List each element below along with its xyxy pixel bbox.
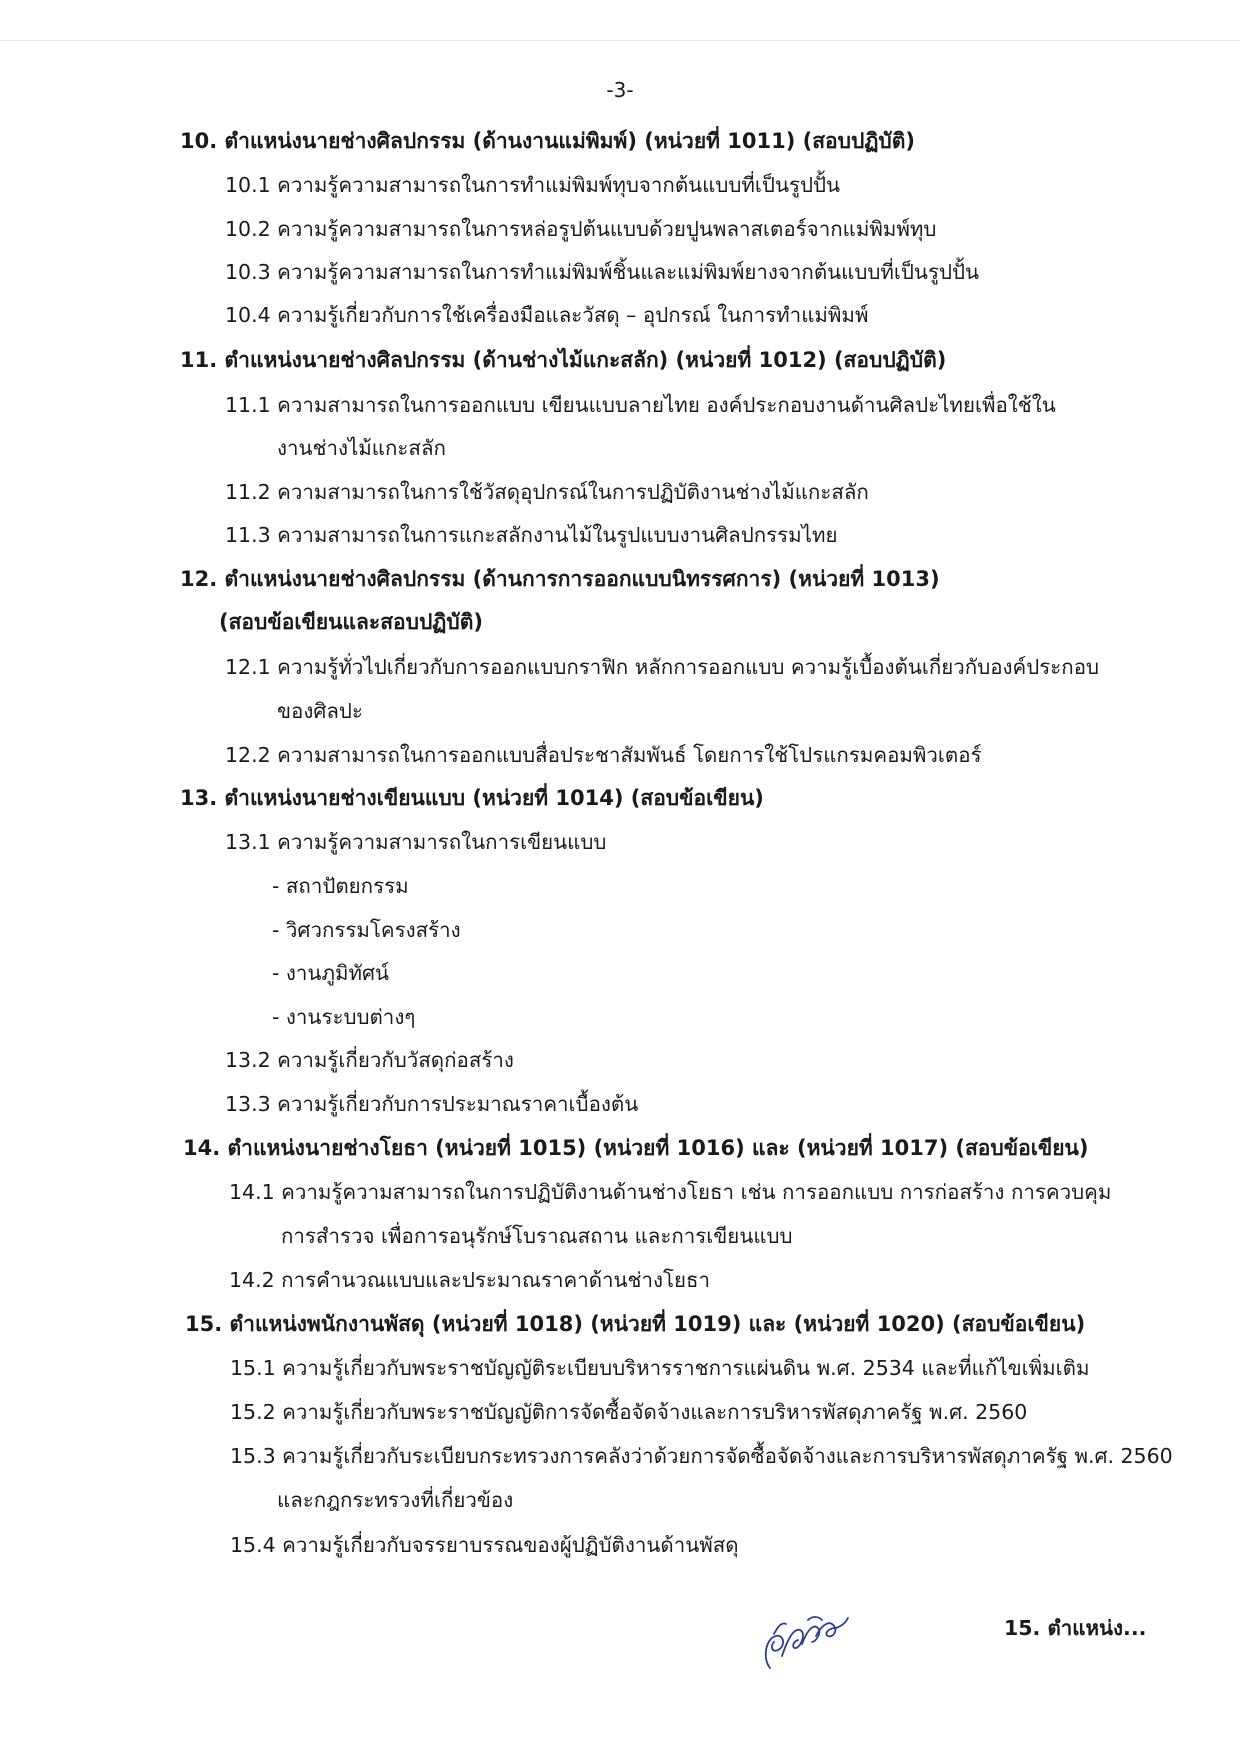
item-13-1: 13.1 ความรู้ความสามารถในการเขียนแบบ (225, 830, 607, 854)
item-10-2: 10.2 ความรู้ความสามารถในการหล่อรูปต้นแบบด้วยปูนพลาสเตอร์จากแม่พิมพ์ทุบ (225, 217, 937, 241)
item-10-3: 10.3 ความรู้ความสามารถในการทำแม่พิมพ์ชิ้นและแม่พิมพ์ยางจากต้นแบบที่เป็นรูปปั้น (225, 260, 979, 284)
item-14-2: 14.2 การคำนวณแบบและประมาณราคาด้านช่างโยธา (229, 1268, 711, 1292)
item-15-1: 15.1 ความรู้เกี่ยวกับพระราชบัญญัติระเบียบบริหารราชการแผ่นดิน พ.ศ. 2534 และที่แก้ไขเพิ่มเติม (230, 1356, 1090, 1380)
item-13-2: 13.2 ความรู้เกี่ยวกับวัสดุก่อสร้าง (225, 1048, 514, 1072)
item-13-3: 13.3 ความรู้เกี่ยวกับการประมาณราคาเบื้องต้น (225, 1092, 639, 1116)
section-10-heading: 10. ตำแหน่งนายช่างศิลปกรรม (ด้านงานแม่พิมพ์) (หน่วยที่ 1011) (สอบปฏิบัติ) (180, 129, 915, 153)
handwritten-signature (752, 1598, 862, 1688)
section-12-heading-cont: (สอบข้อเขียนและสอบปฏิบัติ) (219, 610, 483, 634)
item-13-1-b: - วิศวกรรมโครงสร้าง (272, 918, 461, 942)
item-12-1: 12.1 ความรู้ทั่วไปเกี่ยวกับการออกแบบกราฟิก หลักการออกแบบ ความรู้เบื้องต้นเกี่ยวกับองค์ประกอบ (225, 655, 1100, 679)
item-10-1: 10.1 ความรู้ความสามารถในการทำแม่พิมพ์ทุบจากต้นแบบที่เป็นรูปปั้น (225, 173, 841, 197)
item-15-2: 15.2 ความรู้เกี่ยวกับพระราชบัญญัติการจัดซื้อจัดจ้างและการบริหารพัสดุภาครัฐ พ.ศ. 2560 (230, 1400, 1028, 1424)
item-10-4: 10.4 ความรู้เกี่ยวกับการใช้เครื่องมือและวัสดุ – อุปกรณ์ ในการทำแม่พิมพ์ (225, 303, 869, 327)
item-14-1-cont: การสำรวจ เพื่อการอนุรักษ์โบราณสถาน และการเขียนแบบ (281, 1224, 793, 1248)
item-11-1: 11.1 ความสามารถในการออกแบบ เขียนแบบลายไทย องค์ประกอบงานด้านศิลปะไทยเพื่อใช้ใน (225, 393, 1056, 417)
item-12-2: 12.2 ความสามารถในการออกแบบสื่อประชาสัมพันธ์ โดยการใช้โปรแกรมคอมพิวเตอร์ (225, 743, 982, 767)
continuation-footer: 15. ตำแหน่ง... (1004, 1616, 1147, 1640)
section-11-heading: 11. ตำแหน่งนายช่างศิลปกรรม (ด้านช่างไม้แกะสลัก) (หน่วยที่ 1012) (สอบปฏิบัติ) (180, 348, 947, 372)
item-15-4: 15.4 ความรู้เกี่ยวกับจรรยาบรรณของผู้ปฏิบัติงานด้านพัสดุ (230, 1533, 739, 1557)
item-11-1-cont: งานช่างไม้แกะสลัก (277, 436, 446, 460)
item-13-1-c: - งานภูมิทัศน์ (272, 961, 390, 985)
item-12-1-cont: ของศิลปะ (277, 699, 363, 723)
item-13-1-d: - งานระบบต่างๆ (272, 1005, 416, 1029)
item-11-3: 11.3 ความสามารถในการแกะสลักงานไม้ในรูปแบบงานศิลปกรรมไทย (225, 523, 838, 547)
item-11-2: 11.2 ความสามารถในการใช้วัสดุอุปกรณ์ในการปฏิบัติงานช่างไม้แกะสลัก (225, 480, 869, 504)
page-number: -3- (606, 78, 634, 102)
item-14-1: 14.1 ความรู้ความสามารถในการปฏิบัติงานด้านช่างโยธา เช่น การออกแบบ การก่อสร้าง การควบคุม (229, 1180, 1112, 1204)
item-13-1-a: - สถาปัตยกรรม (272, 874, 409, 898)
section-13-heading: 13. ตำแหน่งนายช่างเขียนแบบ (หน่วยที่ 1014) (สอบข้อเขียน) (180, 786, 764, 810)
section-14-heading: 14. ตำแหน่งนายช่างโยธา (หน่วยที่ 1015) (หน่วยที่ 1016) และ (หน่วยที่ 1017) (สอบข้อเขียน) (183, 1136, 1089, 1160)
item-15-3-cont: และกฎกระทรวงที่เกี่ยวข้อง (277, 1488, 514, 1512)
top-border-line (0, 40, 1240, 41)
item-15-3: 15.3 ความรู้เกี่ยวกับระเบียบกระทรวงการคลังว่าด้วยการจัดซื้อจัดจ้างและการบริหารพัสดุภาครัฐ พ.ศ. 2560 (230, 1444, 1173, 1468)
section-12-heading: 12. ตำแหน่งนายช่างศิลปกรรม (ด้านการการออกแบบนิทรรศการ) (หน่วยที่ 1013) (180, 567, 940, 591)
section-15-heading: 15. ตำแหน่งพนักงานพัสดุ (หน่วยที่ 1018) (หน่วยที่ 1019) และ (หน่วยที่ 1020) (สอบข้อเขียน) (185, 1312, 1086, 1336)
